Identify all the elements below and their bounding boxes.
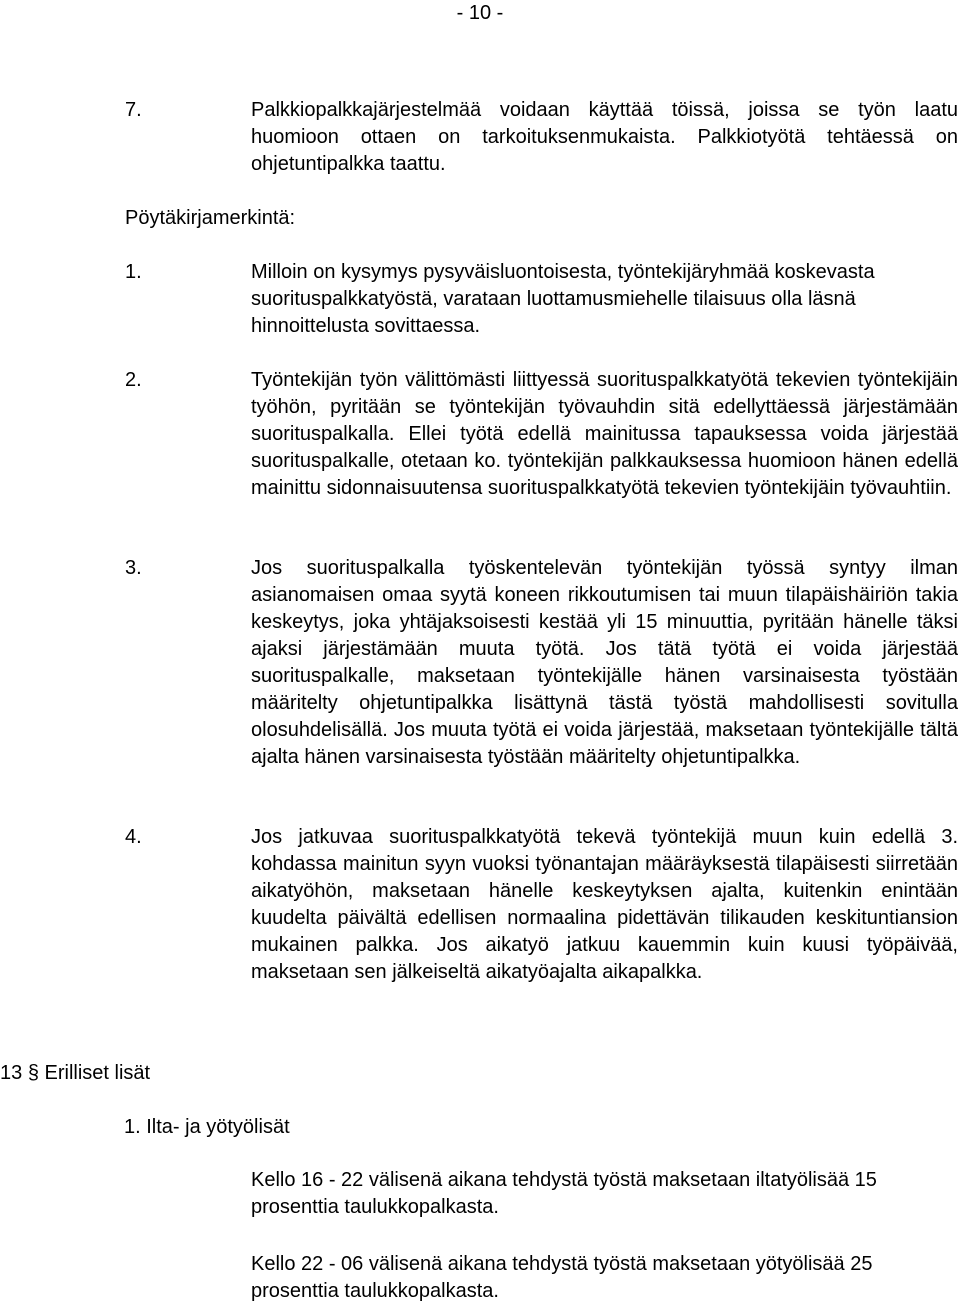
note-label: Pöytäkirjamerkintä: [125, 207, 296, 229]
item-number: 7. [125, 99, 142, 121]
note-item-1 [125, 259, 960, 340]
section-title: Erilliset lisät [44, 1062, 151, 1084]
note-number: 4. [125, 826, 142, 848]
note-number: 1. [125, 261, 142, 283]
section-symbol: § [27, 1062, 39, 1084]
note-text: Jos jatkuvaa suorituspalkkatyötä tekevä työntekijä muun kuin edellä 3. kohdassa mainitun syyn vuoksi työnantajan määräyksestä tilapäisesti siirretään aikatyöhön, maksetaan hänelle keskeytyksen ajalta, kuitenkin enintään kuudelta päivältä edellisen normaalina pidettävän tilikauden keskituntiansion mukainen palkka. Jos aikatyö jatkuu kauemmin kuin kuusi työpäivää, maksetaan sen jälkeiseltä aikatyöajalta aikapalkka. [251, 826, 958, 983]
subsection-title: 1. Ilta- ja yötyölisät [124, 1116, 290, 1138]
item-text: Palkkiopalkkajärjestelmää voidaan käyttää töissä, joissa se työn laatu huomioon ottaen on tarkoituksenmukaista. Palkkiotyötä tehtäessä on ohjetuntipalkka taattu. [251, 99, 958, 175]
paragraph-evening-bonus: Kello 16 - 22 välisenä aikana tehdystä työstä maksetaan iltatyölisää 15 prosenttia taulukkopalkasta. [251, 1169, 877, 1218]
note-item-4 [125, 824, 960, 986]
note-number: 3. [125, 557, 142, 579]
note-text: Jos suorituspalkalla työskentelevän työntekijän työssä syntyy ilman asianomaisen omaa syytä koneen rikkoutumisen tai muun tilapäishäiriön takia keskeytys, joka yhtäjaksoisesti kestää yli 15 minuuttia, pyritään hänelle täksi ajaksi järjestämään muuta työtä. Jos tätä työtä ei voida järjestää suorituspalkalle, maksetaan työntekijälle hänen varsinaisesta työstään määritelty ohjetuntipalkka lisättynä tästä työstä mahdollisesti sovitulla olosuhdelisällä. Jos muuta työtä ei voida järjestää, maksetaan työntekijälle tältä ajalta hänen varsinaisesta työstään määritelty ohjetuntipalkka. [251, 557, 958, 768]
note-text: Milloin on kysymys pysyväisluontoisesta, työntekijäryhmää koskevasta suorituspalkkatyöstä, varataan luottamusmiehelle tilaisuus olla läsnä hinnoittelusta sovittaessa. [251, 261, 875, 337]
section-heading [0, 1060, 150, 1087]
page-number: - 10 - [456, 2, 504, 24]
note-text: Työntekijän työn välittömästi liittyessä suorituspalkkatyötä tekevien työntekijäin työhön, pyritään se työntekijän työvauhdin sitä edellyttäessä järjestämään suorituspalkalla. Ellei työtä edellä mainitussa tapauksessa voida järjestää suorituspalkalle, otetaan ko. työntekijän palkkauksessa huomioon hänen edellä mainittu sidonnaisuutensa suorituspalkkatyötä tekevien työntekijäin työvauhtiin. [251, 369, 958, 499]
paragraph-night-bonus: Kello 22 - 06 välisenä aikana tehdystä työstä maksetaan yötyölisää 25 prosenttia taulukkopalkasta. [251, 1253, 873, 1302]
note-item-2 [125, 367, 960, 502]
section-number: 13 [0, 1062, 23, 1084]
list-item-7 [125, 97, 960, 178]
note-item-3 [125, 555, 960, 771]
note-number: 2. [125, 369, 142, 391]
